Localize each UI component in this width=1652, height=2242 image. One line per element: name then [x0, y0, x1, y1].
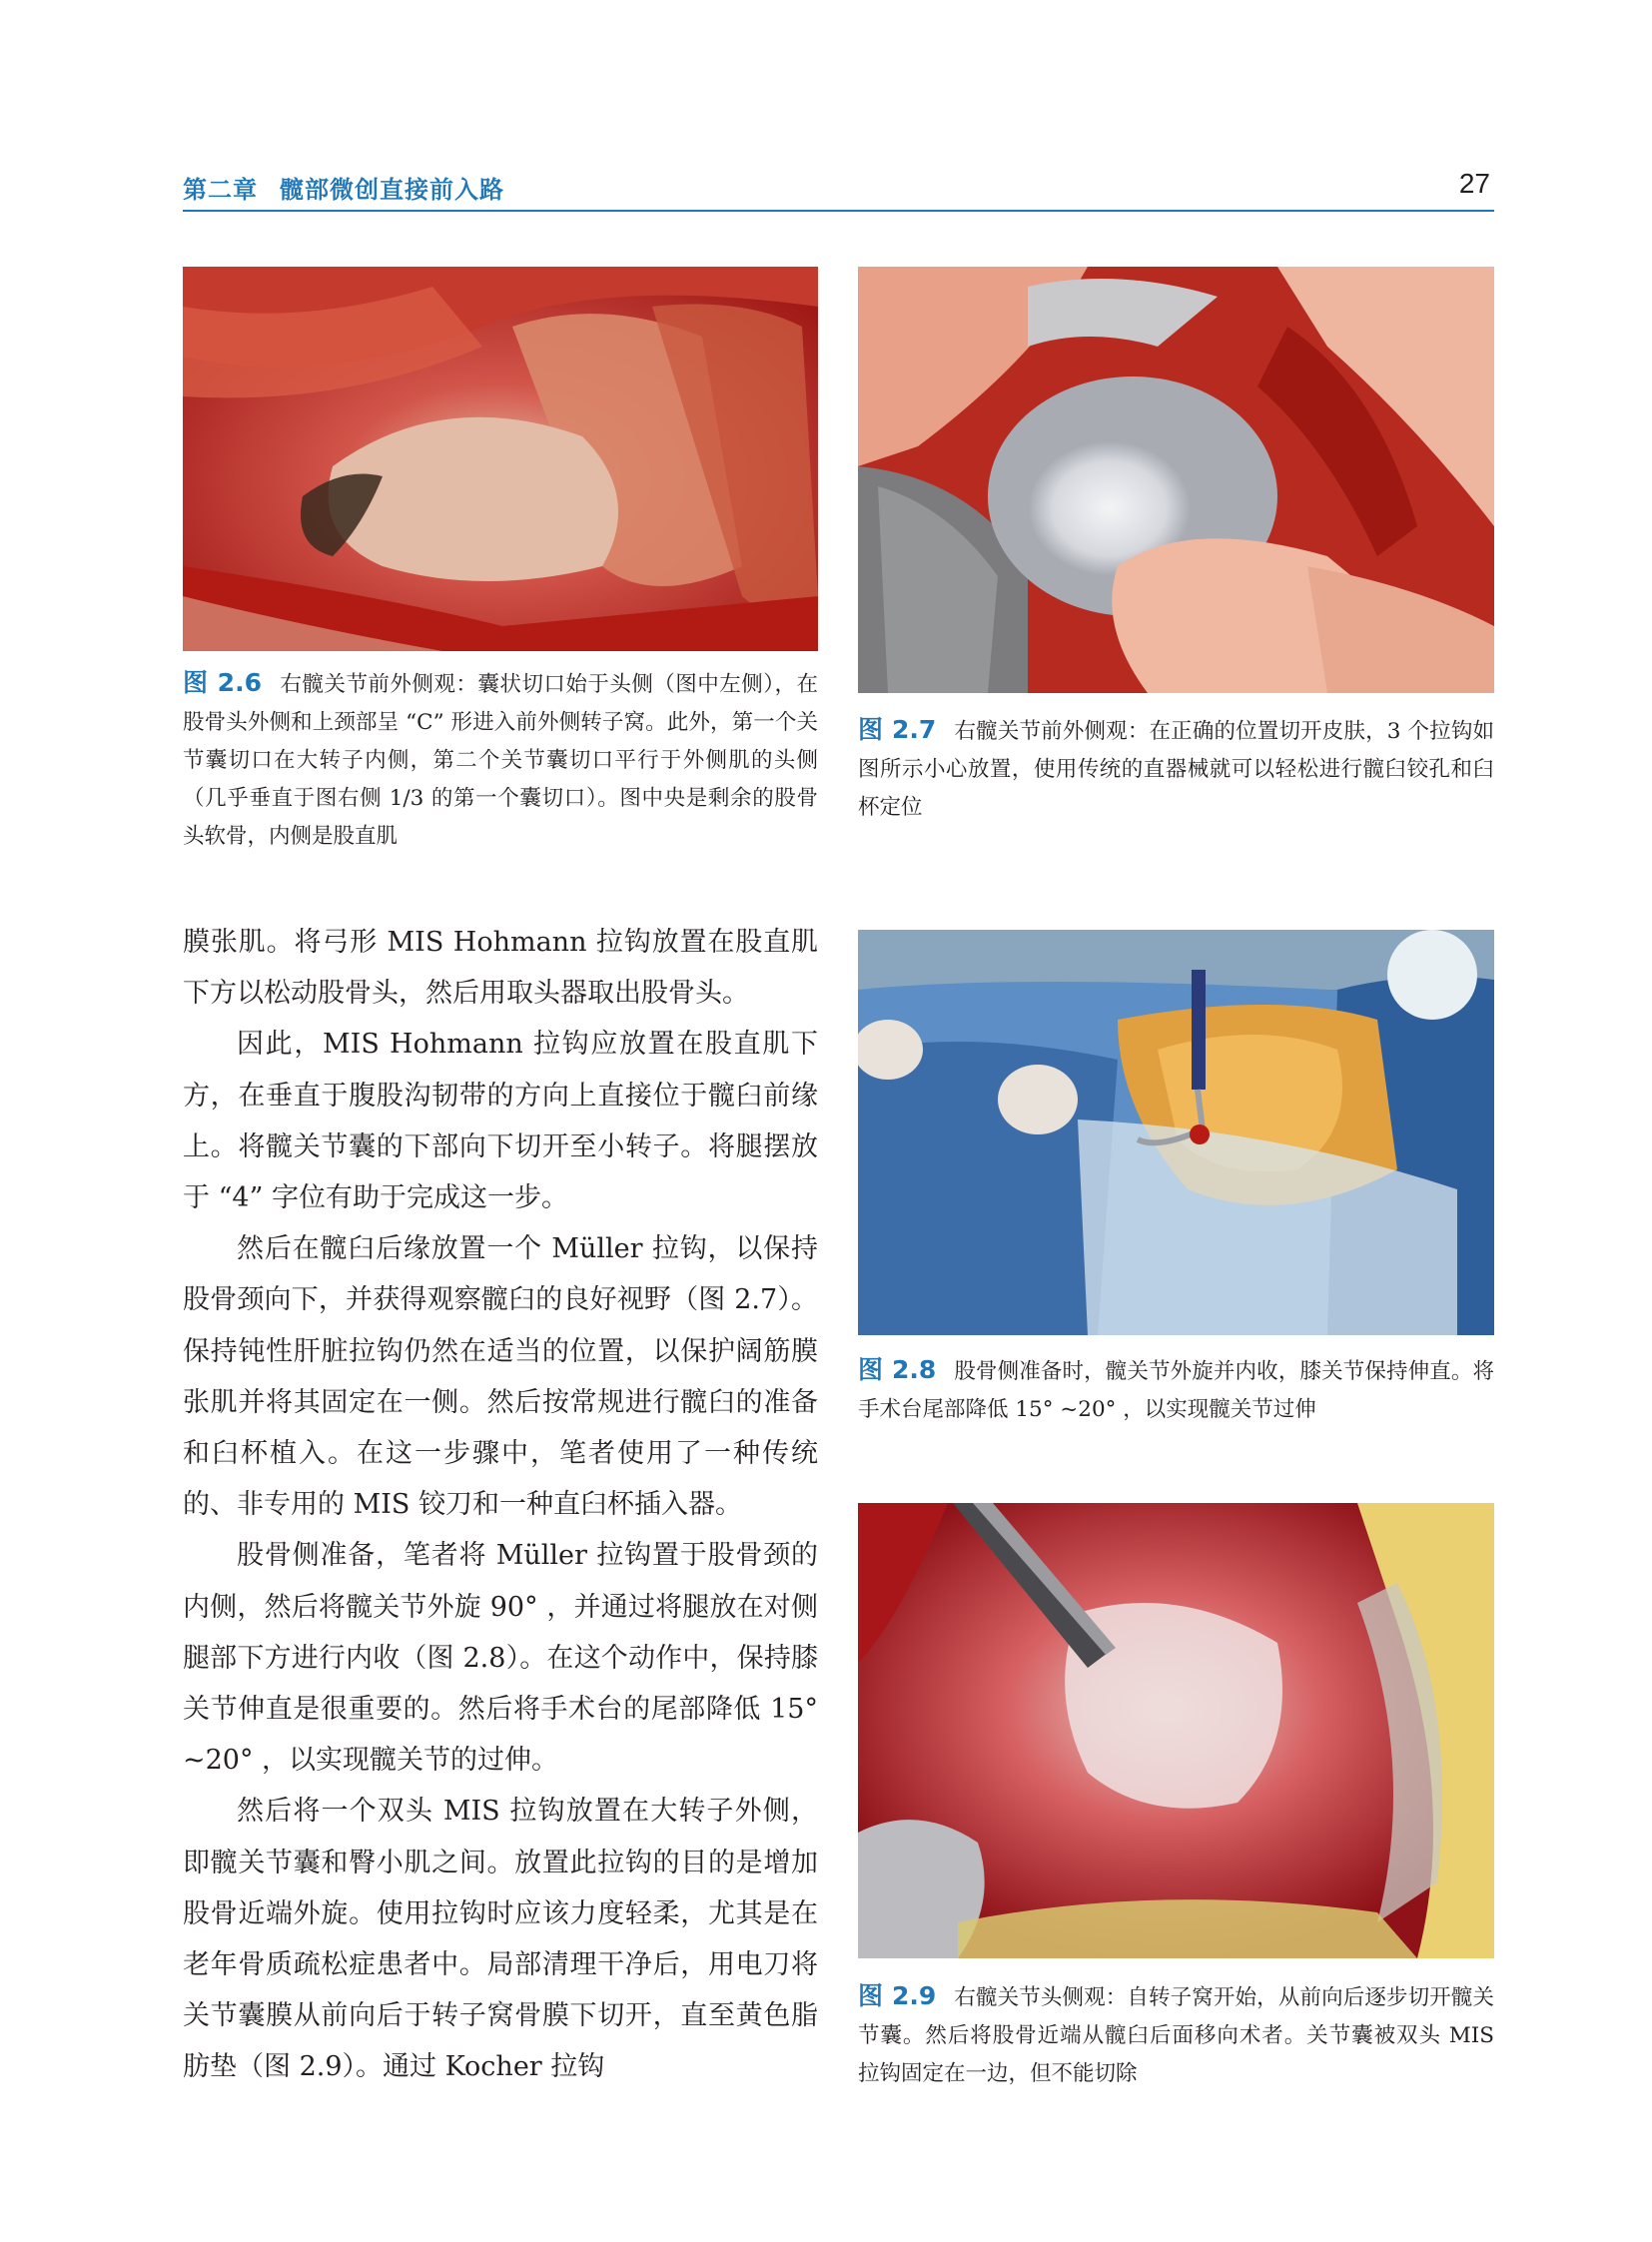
- chapter-number: 第二章: [183, 176, 258, 204]
- figure-2-6-photo: [183, 267, 818, 651]
- header-rule: [183, 210, 1494, 212]
- body-paragraph: 因此，MIS Hohmann 拉钩应放置在股直肌下方，在垂直于腹股沟韧带的方向上直接位于髋臼前缘上。将髋关节囊的下部向下切开至小转子。将腿摆放于 “4” 字位有助于完成这一步。: [183, 1029, 818, 1214]
- body-text: [183, 917, 818, 2093]
- figure-label: 图 2.7: [858, 715, 937, 744]
- figure-2-8-caption: [858, 1351, 1494, 1429]
- body-paragraph: 膜张肌。将弓形 MIS Hohmann 拉钩放置在股直肌下方以松动股骨头，然后用取头器取出股骨头。: [183, 927, 818, 1010]
- figure-2-7-caption: [858, 711, 1494, 827]
- figure-caption-text: 右髋关节头侧观：自转子窝开始，从前向后逐步切开髋关节囊。然后将股骨近端从髋臼后面移向术者。关节囊被双头 MIS 拉钩固定在一边，但不能切除: [858, 1985, 1494, 2086]
- running-header: [183, 170, 504, 205]
- figure-2-9-photo: [858, 1503, 1494, 1958]
- figure-caption-text: 右髋关节前外侧观：在正确的位置切开皮肤，3 个拉钩如图所示小心放置，使用传统的直器械就可以轻松进行髋臼铰孔和臼杯定位: [858, 719, 1494, 820]
- figure-label: 图 2.6: [183, 668, 262, 697]
- figure-caption-text: 股骨侧准备时，髋关节外旋并内收，膝关节保持伸直。将手术台尾部降低 15° ~20° ，以实现髋关节过伸: [858, 1359, 1494, 1422]
- figure-2-6-caption: [183, 664, 818, 856]
- body-paragraph: 然后在髋臼后缘放置一个 Müller 拉钩，以保持股骨颈向下，并获得观察髋臼的良好视野（图 2.7）。保持钝性肝脏拉钩仍然在适当的位置，以保护阔筋膜张肌并将其固定在一侧。然后按常规进行髋臼的准备和臼杯植入。在这一步骤中，笔者使用了一种传统的、非专用的 MIS 铰刀和一种直臼杯插入器。: [183, 1233, 818, 1521]
- figure-label: 图 2.8: [858, 1355, 937, 1384]
- body-paragraph: 股骨侧准备，笔者将 Müller 拉钩置于股骨颈的内侧，然后将髋关节外旋 90° ，并通过将腿放在对侧腿部下方进行内收（图 2.8）。在这个动作中，保持膝关节伸直是很重要的。然后将手术台的尾部降低 15° ~20° ，以实现髋关节的过伸。: [183, 1540, 818, 1777]
- page-number: 27: [1458, 168, 1490, 199]
- figure-label: 图 2.9: [858, 1981, 937, 2010]
- figure-2-7-photo: [858, 267, 1494, 693]
- figure-2-9-caption: [858, 1977, 1494, 2093]
- body-paragraph: 然后将一个双头 MIS 拉钩放置在大转子外侧，即髋关节囊和臀小肌之间。放置此拉钩的目的是增加股骨近端外旋。使用拉钩时应该力度轻柔，尤其是在老年骨质疏松症患者中。局部清理干净后，用电刀将关节囊膜从前向后于转子窝骨膜下切开，直至黄色脂肪垫（图 2.9）。通过 Kocher 拉钩: [183, 1796, 818, 2083]
- chapter-title: 髋部微创直接前入路: [280, 176, 504, 204]
- figure-2-8-photo: [858, 930, 1494, 1335]
- figure-caption-text: 右髋关节前外侧观：囊状切口始于头侧（图中左侧），在股骨头外侧和上颈部呈 “C” 形进入前外侧转子窝。此外，第一个关节囊切口在大转子内侧，第二个关节囊切口平行于外侧肌的头侧（几乎垂直于图右侧 1/3 的第一个囊切口）。图中央是剩余的股骨头软骨，内侧是股直肌: [183, 672, 818, 849]
